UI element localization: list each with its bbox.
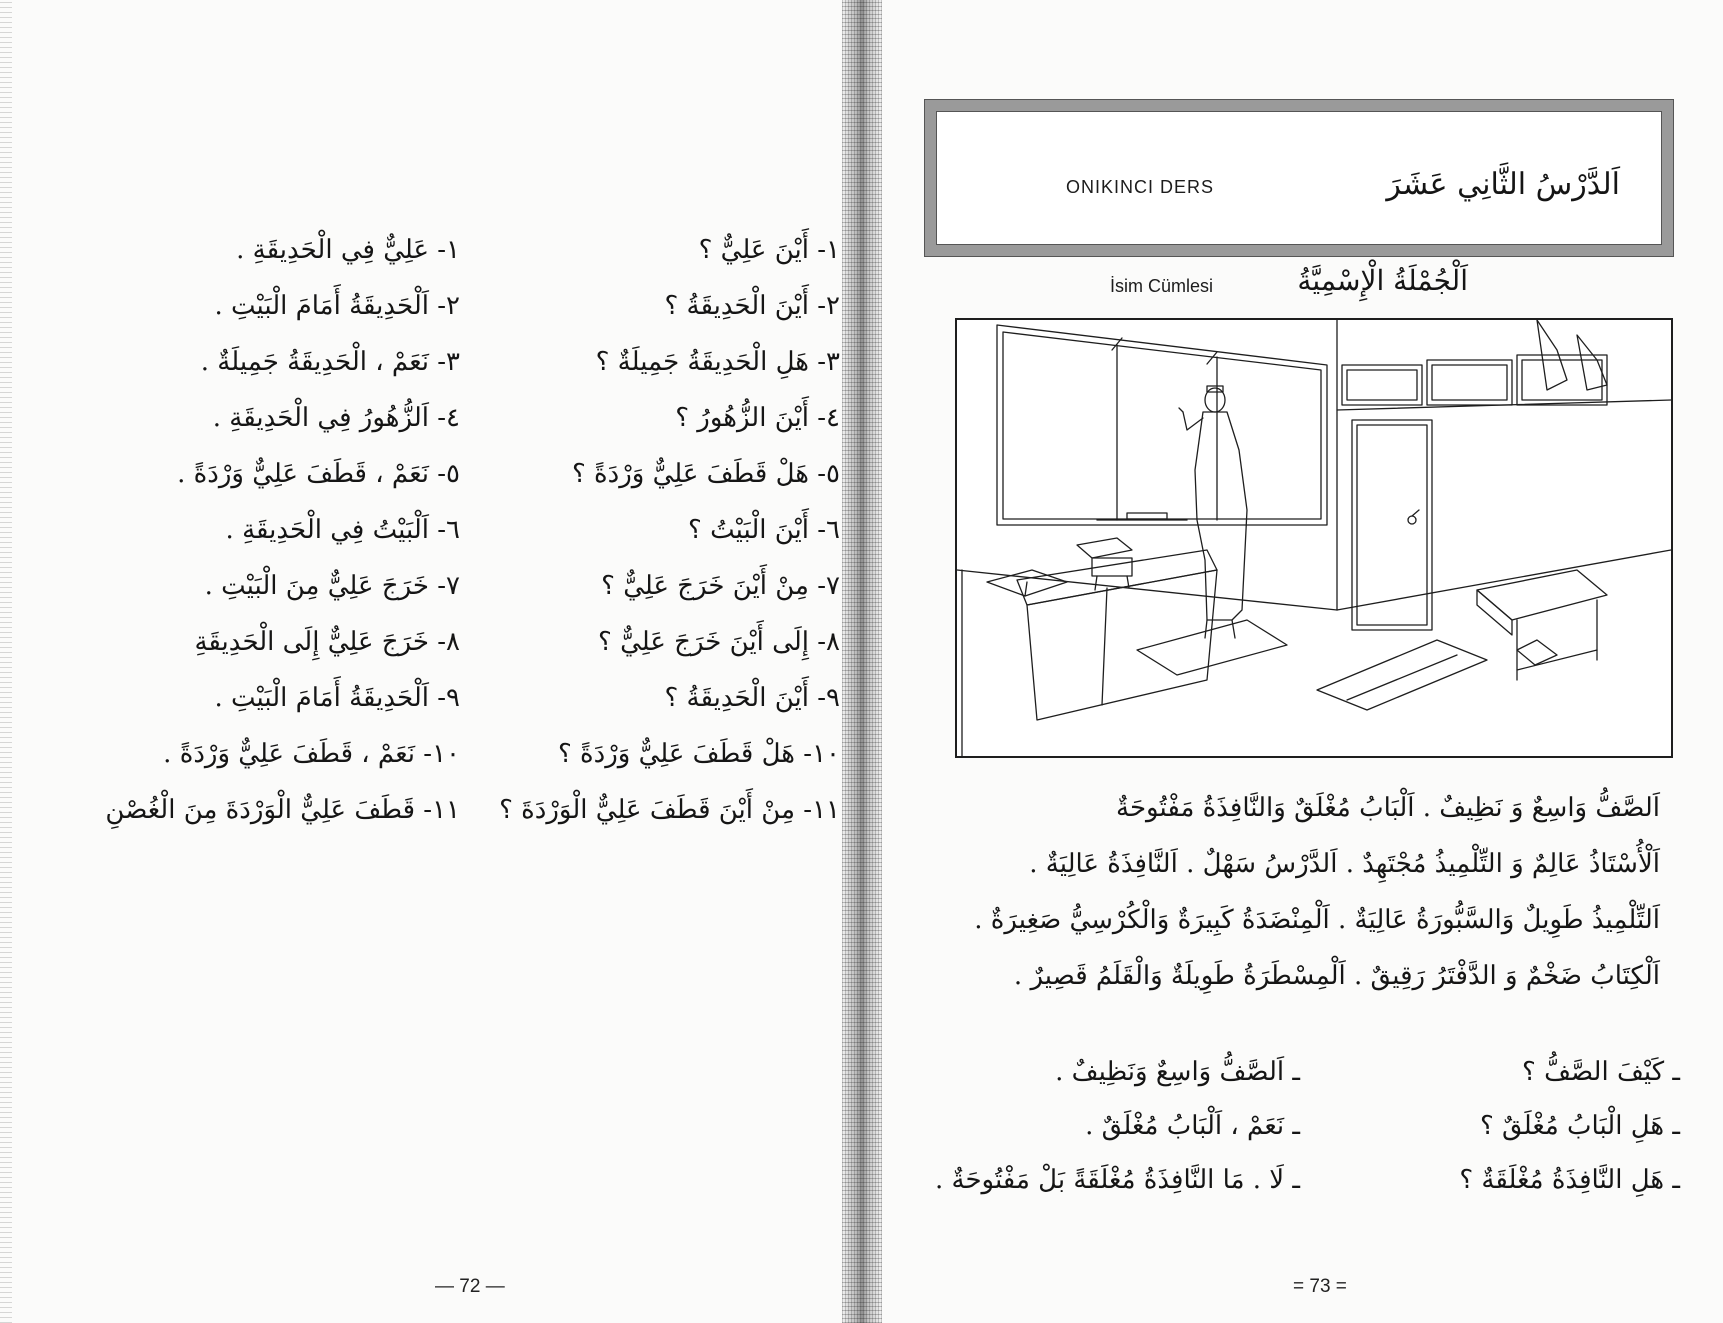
dialogue-answer: ـ لَا . مَا النَّافِذَةُ مُغْلَقَةً بَلْ مَفْتُوحَةٌ .	[934, 1165, 1300, 1195]
reading-line: اَلْكِتَابُ ضَخْمٌ وَ الدَّفْتَرُ رَقِيقٌ . اَلْمِسْطَرَةُ طَوِيلَةٌ وَالْقَلَمُ قَصِيرٌ .	[1013, 961, 1660, 991]
reading-line: اَلْأُسْتَاذُ عَالِمٌ وَ التِّلْمِيذُ مُجْتَهِدٌ . اَلدَّرْسُ سَهْلٌ . اَلنَّافِذَةُ عَالِيَةٌ .	[1029, 849, 1660, 879]
standing-student	[1179, 386, 1247, 638]
lesson-title-latin: ONIKINCI DERS	[1066, 177, 1215, 197]
blackboard	[997, 325, 1327, 525]
question-line: ٧- مِنْ أَيْنَ خَرَجَ عَلِيٌّ ؟	[601, 571, 840, 601]
dialogue-question: ـ كَيْفَ الصَّفُّ ؟	[1522, 1057, 1680, 1087]
question-line: ٥- هَلْ قَطَفَ عَلِيٌّ وَرْدَةً ؟	[571, 459, 840, 489]
subtitle-latin: İsim Cümlesi	[1110, 276, 1214, 296]
answer-line: ٢- اَلْحَدِيقَةُ أَمَامَ الْبَيْتِ .	[214, 291, 460, 321]
page-edge-shadow	[0, 0, 12, 1323]
page-number: — 72 —	[435, 1276, 505, 1297]
dialogue-question: ـ هَلِ الْبَابُ مُغْلَقٌ ؟	[1479, 1111, 1680, 1141]
question-line: ١- أَيْنَ عَلِيٌّ ؟	[698, 235, 840, 265]
question-line: ٩- أَيْنَ الْحَدِيقَةُ ؟	[664, 683, 840, 713]
questions-column	[480, 222, 840, 838]
lesson-title-arabic: اَلدَّرْسُ الثَّانِي عَشَرَ	[1386, 167, 1620, 202]
answer-line: ١٠- نَعَمْ ، قَطَفَ عَلِيٌّ وَرْدَةً .	[163, 739, 460, 769]
subtitle-arabic: اَلْجُمْلَةُ الْإِسْمِيَّةُ	[1297, 264, 1468, 297]
answer-line: ٧- خَرَجَ عَلِيٌّ مِنَ الْبَيْتِ .	[204, 571, 460, 601]
question-line: ٤- أَيْنَ الزُّهُورُ ؟	[675, 403, 840, 433]
classroom-illustration	[955, 318, 1673, 758]
student-desk	[1477, 570, 1607, 680]
answer-line: ٣- نَعَمْ ، الْحَدِيقَةُ جَمِيلَةٌ .	[200, 347, 460, 377]
dialogue-questions	[1380, 1045, 1680, 1207]
reading-line: اَلتِّلْمِيذُ طَوِيلٌ وَالسَّبُّورَةُ عَالِيَةٌ . اَلْمِنْضَدَةُ كَبِيرَةٌ وَالْكُرْسِيُّ صَغِيرَةٌ .	[974, 905, 1660, 935]
lesson-title-frame	[925, 100, 1673, 256]
question-line: ٦- أَيْنَ الْبَيْتُ ؟	[688, 515, 840, 545]
floor	[1137, 620, 1487, 710]
answer-line: ٦- اَلْبَيْتُ فِي الْحَدِيقَةِ .	[225, 515, 460, 545]
answer-line: ١- عَلِيٌّ فِي الْحَدِيقَةِ .	[236, 235, 460, 265]
reading-passage	[960, 780, 1660, 1004]
dialogue-question: ـ هَلِ النَّافِذَةُ مُغْلَقَةٌ ؟	[1459, 1165, 1680, 1195]
book-spine	[842, 0, 882, 1323]
teacher-desk	[987, 538, 1217, 720]
answer-line: ٨- خَرَجَ عَلِيٌّ إِلَى الْحَدِيقَةِ	[194, 627, 460, 657]
reading-line: اَلصَّفُّ وَاسِعٌ وَ نَظِيفٌ . اَلْبَابُ مُغْلَقٌ وَالنَّافِذَةُ مَفْتُوحَةٌ	[1116, 793, 1660, 823]
question-line: ٨- إِلَى أَيْنَ خَرَجَ عَلِيٌّ ؟	[598, 627, 840, 657]
dialogue-answer: ـ نَعَمْ ، اَلْبَابُ مُغْلَقٌ .	[1085, 1111, 1300, 1141]
dialogue-answer: ـ اَلصَّفُّ وَاسِعٌ وَنَظِيفٌ .	[1055, 1057, 1300, 1087]
question-line: ١٠- هَلْ قَطَفَ عَلِيٌّ وَرْدَةً ؟	[557, 739, 840, 769]
left-page	[0, 0, 850, 1323]
answer-line: ٤- اَلزُّهُورُ فِي الْحَدِيقَةِ .	[212, 403, 460, 433]
windows-and-door	[1337, 320, 1671, 630]
question-line: ١١- مِنْ أَيْنَ قَطَفَ عَلِيٌّ الْوَرْدَةَ ؟	[499, 795, 840, 825]
answer-line: ١١- قَطَفَ عَلِيٌّ الْوَرْدَةَ مِنَ الْغُصْنِ	[105, 795, 460, 825]
page-number: = 73 =	[1293, 1276, 1347, 1297]
dialogue-answers	[934, 1045, 1300, 1207]
question-line: ٢- أَيْنَ الْحَدِيقَةُ ؟	[664, 291, 840, 321]
question-line: ٣- هَلِ الْحَدِيقَةُ جَمِيلَةٌ ؟	[595, 347, 840, 377]
room-walls	[957, 320, 1671, 756]
answers-column	[100, 222, 460, 838]
answer-line: ٥- نَعَمْ ، قَطَفَ عَلِيٌّ وَرْدَةً .	[177, 459, 460, 489]
answer-line: ٩- اَلْحَدِيقَةُ أَمَامَ الْبَيْتِ .	[214, 683, 460, 713]
